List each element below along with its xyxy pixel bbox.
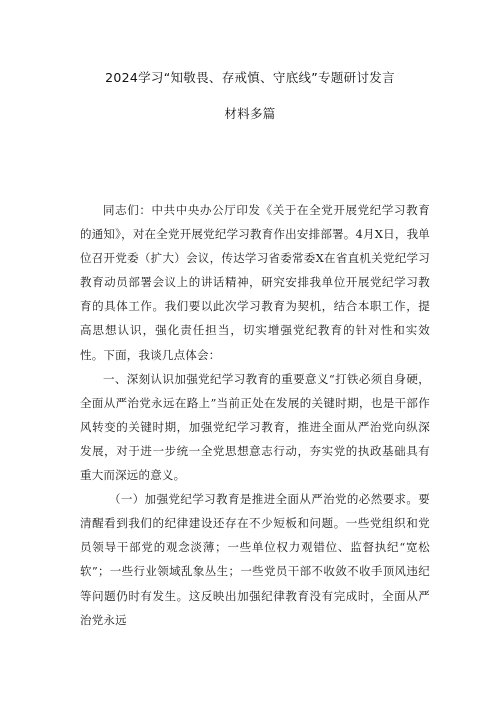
paragraph-section-1-1: （一）加强党纪学习教育是推进全面从严治党的必然要求。要清醒看到我们的纪律建设还存在不少短板和问题。一些党组织和党员领导干部党的观念淡薄；一些单位权力观错位、监督执纪“宽松软”；一些行业领域乱象丛生；一些党员干部不收敛不收手顶风违纪等问题仍时有发生。这反映出加强纪律教育没有完成时，全面从严治党永远 — [80, 492, 430, 627]
paragraph-section-1: 一、深刻认识加强党纪学习教育的重要意义“打铁必须自身硬，全面从严治党永远在路上”当前正处在发展的关键时期，也是干部作风转变的关键时期，加强党纪学习教育，推进全面从严治党向纵深发展，对于进一步统一全党思想意志行动，夯实党的执政基础具有重大而深远的意义。 — [80, 371, 430, 483]
paragraph-intro: 同志们：中共中央办公厅印发《关于在全党开展党纪学习教育的通知》，对在全党开展党纪学习教育作出安排部署。4月X日，我单位召开党委（扩大）会议，传达学习省委常委X在省直机关党纪学习教育动员部署会议上的讲话精神，研究安排我单位开展党纪学习教育的具体工作。我们要以此次学习教育为契机，结合本职工作，提高思想认识，强化责任担当，切实增强党纪教育的针对性和实效性。下面，我谈几点体会： — [80, 203, 430, 362]
document-body — [80, 198, 430, 632]
document-title: 2024学习“知敬畏、存戒慎、守底线”专题研讨发言 — [105, 70, 395, 85]
document-subtitle: 材料多篇 — [224, 106, 276, 121]
